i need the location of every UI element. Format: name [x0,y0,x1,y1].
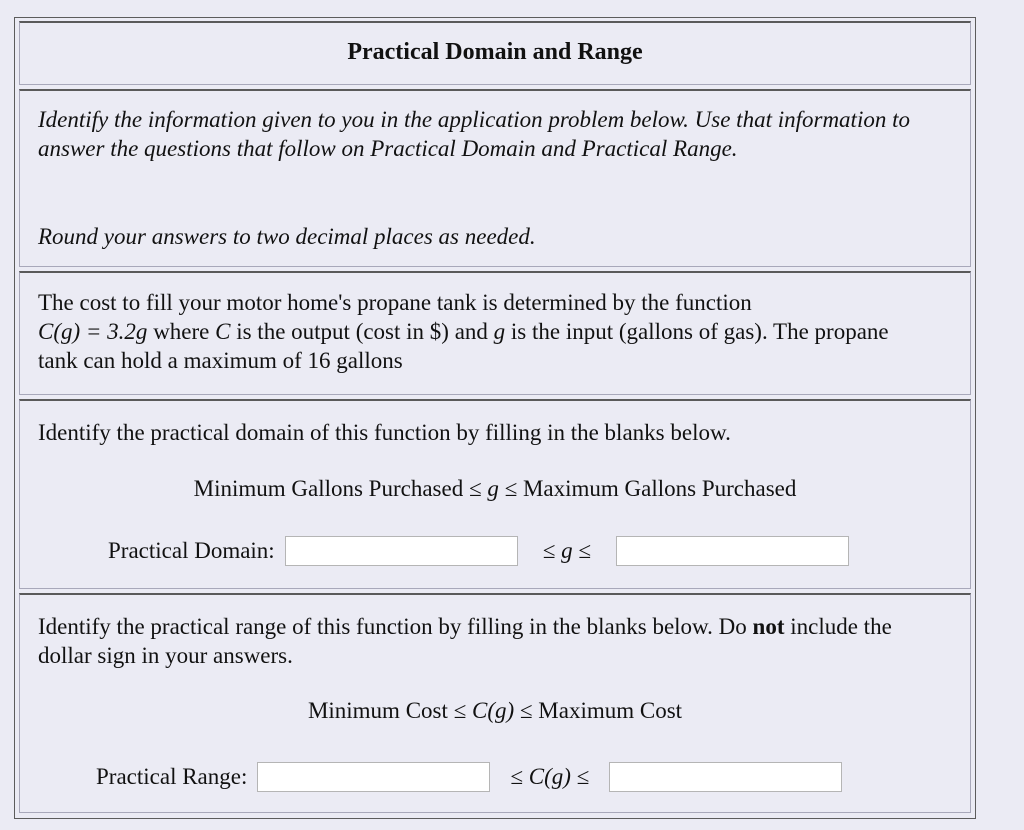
instructions-panel [19,89,971,267]
range-answer-row [96,762,842,792]
range-template-relation: ≤ C(g) ≤ [453,698,533,723]
domain-prompt: Identify the practical domain of this function by filling in the blanks below. [38,420,731,445]
range-prompt [38,612,910,670]
problem-frame [14,17,976,819]
title-panel [19,21,971,85]
domain-panel [19,399,971,589]
problem-text-mid: is the output (cost in $) and [230,319,494,344]
range-template-min: Minimum Cost [307,698,448,723]
range-prompt-start: Identify the practical range of this function by filling in the blanks below. Do [38,614,753,639]
domain-template-min: Minimum Gallons Purchased [193,476,464,501]
domain-answer-row [108,536,849,566]
problem-statement [38,288,920,375]
range-max-input[interactable] [609,762,842,792]
variable-c: C [215,319,231,344]
function-expression: C(g) = 3.2g [38,319,148,344]
domain-template [20,476,970,502]
problem-text-start: The cost to fill your motor home's propane tank is determined by the function [38,290,752,315]
instructions-text: Identify the information given to you in the application problem below. Use that information to answer the questions that follow on Practical Domain and Practical Range. [38,107,910,161]
rounding-note: Round your answers to two decimal places as needed. [38,224,536,249]
variable-g: g [493,319,506,344]
range-prompt-end: include the dollar sign in your answers. [38,614,892,668]
problem-text-end: is the input (gallons of gas). The propane tank can hold a maximum of 16 gallons [38,319,889,373]
range-template-max: Maximum Cost [538,698,683,723]
range-min-input[interactable] [257,762,490,792]
range-relation: ≤ C(g) ≤ [510,764,590,789]
domain-min-input[interactable] [285,536,518,566]
problem-text-mid: where [147,319,216,344]
domain-label: Practical Domain: [108,538,275,563]
domain-max-input[interactable] [616,536,849,566]
problem-panel [19,271,971,395]
range-panel [19,593,971,813]
domain-relation: ≤ g ≤ [542,538,591,563]
range-template [20,698,970,724]
range-label: Practical Range: [96,764,248,789]
domain-template-max: Maximum Gallons Purchased [522,476,797,501]
domain-template-relation: ≤ g ≤ [468,476,518,501]
page-title: Practical Domain and Range [347,39,643,65]
range-prompt-emphasis: not [752,614,785,639]
